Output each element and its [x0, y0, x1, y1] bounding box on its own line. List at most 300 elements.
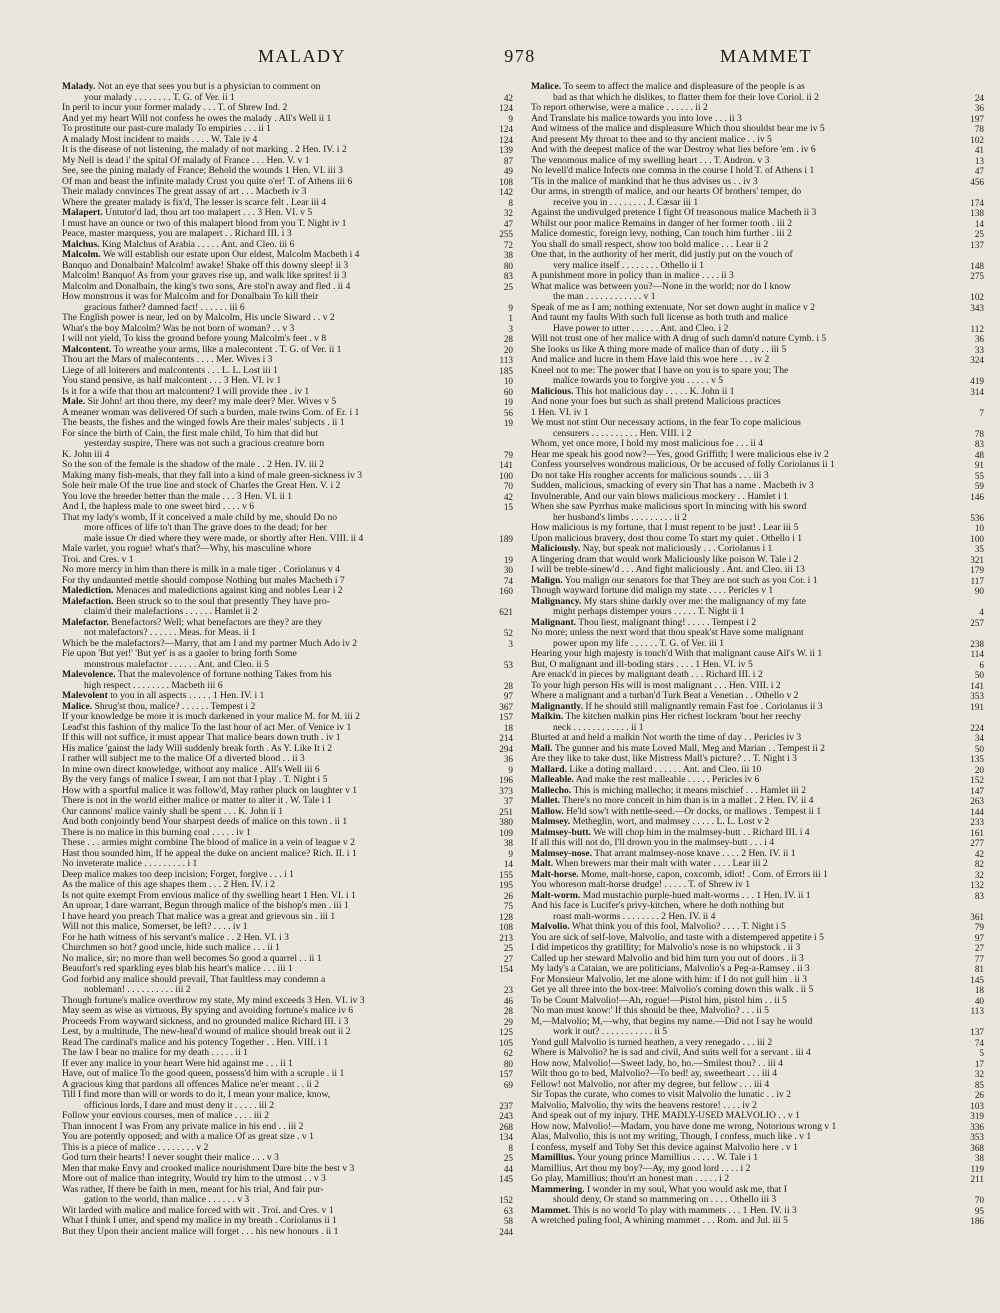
concordance-line	[62, 1174, 513, 1185]
concordance-line	[62, 250, 513, 261]
line-number: 27	[932, 943, 984, 954]
quotation-text: That my lady's womb, If it conceived a male child by me, should Do no	[62, 512, 338, 523]
quotation-text: If all this will not do, I'll drown you in the malmsey-butt . . . i 4	[531, 838, 775, 848]
concordance-line	[531, 198, 984, 209]
quotation-text: A lingering dram that would work Maliciously like poison W. Tale i 2	[531, 554, 799, 565]
line-number: 30	[461, 565, 513, 576]
quotation-text: Blurted at and held a malkin Not worth the time of day . . Pericles iv 3	[531, 733, 802, 743]
line-number: 138	[932, 208, 984, 219]
line-number: 368	[932, 1143, 984, 1154]
line-number: 4	[932, 607, 984, 618]
line-number: 109	[461, 828, 513, 839]
line-number: 36	[461, 754, 513, 765]
quotation-text: Like a doting mallard . . . . . . Ant. and Cleo. iii 10	[569, 764, 762, 775]
quotation-text: You love the breeder better than the male . . . 3 Hen. VI. ii 1	[62, 491, 293, 502]
line-number: 343	[932, 303, 984, 314]
quotation-text: officious lords, I dare and must deny it . . . . . iii 2	[84, 1100, 275, 1111]
line-number: 113	[932, 1006, 984, 1017]
concordance-line	[62, 1132, 513, 1143]
concordance-line	[62, 345, 513, 356]
quotation-text: Where the greater malady is fix'd, The lesser is scarce felt . Lear iii 4	[62, 197, 327, 208]
quotation-text: And make the rest malleable . . . . . Pericles iv 6	[575, 775, 760, 785]
quotation-text: And taunt my faults With such full license as both truth and malice	[531, 313, 788, 323]
quotation-text: To be Count Malvolio!—Ah, rogue!—Pistol him, pistol him . . ii 5	[531, 995, 787, 1006]
concordance-line	[531, 891, 984, 902]
concordance-line	[531, 828, 984, 839]
concordance-line	[531, 922, 984, 933]
quotation-text: your malady . . . . . . . . T. G. of Ver. ii 1	[84, 92, 235, 103]
concordance-line	[531, 807, 984, 818]
quotation-text: How malicious is my fortune, that I must repent to be just! . Lear iii 5	[531, 523, 799, 533]
concordance-line	[62, 1017, 513, 1028]
quotation-text: Lead'st this fashion of thy malice To the last hour of act Mer. of Venice iv 1	[62, 722, 352, 733]
quotation-text: Hearing your high majesty is touch'd With that malignant cause All's W. ii 1	[531, 649, 823, 659]
concordance-line	[62, 828, 513, 839]
line-number: 145	[932, 975, 984, 986]
headword: Malcolm.	[62, 250, 101, 260]
line-number: 25	[461, 282, 513, 293]
line-number: 100	[932, 534, 984, 545]
concordance-line	[531, 408, 984, 419]
line-number: 277	[932, 838, 984, 849]
line-number: 117	[932, 576, 984, 587]
line-number: 100	[461, 471, 513, 482]
concordance-line	[62, 670, 513, 681]
concordance-line	[62, 397, 513, 408]
line-number: 255	[461, 229, 513, 240]
quotation-text: I confess, myself and Toby Set this device against Malvolio here . v 1	[531, 1142, 798, 1153]
line-number: 60	[461, 387, 513, 398]
headword: Mammet.	[531, 1205, 571, 1216]
concordance-line	[62, 723, 513, 734]
concordance-line	[531, 628, 984, 639]
line-number: 58	[461, 1216, 513, 1227]
concordance-line	[62, 943, 513, 954]
concordance-line	[531, 439, 984, 450]
line-number: 62	[461, 1048, 513, 1059]
line-number: 114	[932, 649, 984, 660]
quotation-text: Liege of all loiterers and malcontents . . . L. L. Lost iii 1	[62, 365, 278, 376]
concordance-line	[62, 135, 513, 146]
line-number: 152	[461, 1195, 513, 1206]
quotation-text: And speak out of my injury. THE MADLY-USED MALVOLIO . . v 1	[531, 1111, 800, 1121]
concordance-line	[531, 964, 984, 975]
concordance-line	[62, 754, 513, 765]
quotation-text: Was rather, If there be faith in men, meant for his trial, And fair pur-	[62, 1184, 324, 1195]
quotation-text: What I think I utter, and spend my malice in my breath . Coriolanus ii 1	[62, 1216, 337, 1226]
concordance-line	[62, 1227, 513, 1238]
headword: Malefaction.	[62, 596, 114, 607]
quotation-text: Follow your envious courses, men of malice . . . . iii 2	[62, 1111, 270, 1121]
quotation-text: My Nell is dead i' the spital Of malady of France . . . Hen. V. v 1	[62, 155, 310, 166]
quotation-text: Invulnerable, And our vain blows malicious mockery . . Hamlet i 1	[531, 491, 788, 502]
line-number: 53	[461, 660, 513, 671]
quotation-text: What malice was between you?—None in the world; nor do I know	[531, 281, 791, 292]
quotation-text: Banquo and Donalbain! Malcolm! awake! Shake off this downy sleep! ii 3	[62, 260, 349, 271]
concordance-line	[531, 450, 984, 461]
concordance-line	[62, 597, 513, 608]
quotation-text: receive you in . . . . . . . . J. Cæsar iii 1	[553, 197, 699, 208]
concordance-line	[531, 229, 984, 240]
line-number: 148	[932, 261, 984, 272]
quotation-text: A punishment more in policy than in malice . . . . ii 3	[531, 271, 734, 281]
concordance-line	[531, 765, 984, 776]
line-number: 1	[461, 313, 513, 324]
quotation-text: And Translate his malice towards you into love . . . ii 3	[531, 113, 742, 124]
quotation-text: Though wayward fortune did malign my state . . . . Pericles v 1	[531, 586, 774, 596]
quotation-text: Against the undivulged pretence I fight Of treasonous malice Macbeth ii 3	[531, 208, 817, 218]
quotation-text: Sir Topas the curate, who comes to visit Malvolio the lunatic . . iv 2	[531, 1090, 792, 1100]
quotation-text: Are they like to take dust, like Mistress Mall's picture? . . T. Night i 3	[531, 754, 797, 764]
quotation-text: censurers . . . . . . . . . . Hen. VIII. i 2	[553, 428, 692, 439]
line-number: 19	[461, 555, 513, 566]
concordance-line	[62, 849, 513, 860]
quotation-text: Is not quite exempt From envious malice of thy swelling heart 1 Hen. VI. i 1	[62, 890, 356, 901]
concordance-line	[62, 156, 513, 167]
concordance-line	[531, 492, 984, 503]
concordance-line	[531, 954, 984, 965]
concordance-line	[531, 324, 984, 335]
concordance-line	[62, 187, 513, 198]
concordance-line	[62, 460, 513, 471]
line-number: 7	[932, 408, 984, 419]
concordance-line	[531, 712, 984, 723]
concordance-line	[531, 639, 984, 650]
quotation-text: Mad mustachio purple-hued malt-worms . . . 1 Hen. IV. ii 1	[582, 890, 811, 901]
concordance-line	[62, 712, 513, 723]
line-number: 155	[461, 870, 513, 881]
quotation-text: very malice itself . . . . . . . . Othello ii 1	[553, 260, 705, 271]
quotation-text: For thy undaunted mettle should compose Nothing but males Macbeth i 7	[62, 575, 345, 586]
quotation-text: Untutor'd lad, thou art too malapert . . . 3 Hen. VI. v 5	[105, 208, 313, 218]
line-number: 59	[932, 481, 984, 492]
quotation-text: power upon my life . . . . . . T. G. of Ver. iii 1	[553, 638, 725, 649]
quotation-text: And witness of the malice and displeasure Which thou shouldst bear me iv 5	[531, 124, 825, 134]
quotation-text: Not an eye that sees you but is a physician to comment on	[97, 82, 321, 92]
quotation-text: To report otherwise, were a malice . . . . . . ii 2	[531, 103, 708, 113]
headword: Malmsey-nose.	[531, 848, 593, 859]
line-number: 314	[932, 387, 984, 398]
quotation-text: Your young prince Mamillius . . . . . W. Tale i 1	[577, 1153, 759, 1163]
quotation-text: In mine own direct knowledge, without any malice . All's Well iii 6	[62, 764, 320, 775]
concordance-line	[62, 691, 513, 702]
concordance-line	[531, 187, 984, 198]
quotation-text: There is no malice in this burning coal . . . . . iv 1	[62, 827, 251, 838]
line-number: 52	[461, 628, 513, 639]
concordance-line	[62, 544, 513, 555]
line-number: 108	[461, 177, 513, 188]
concordance-line	[531, 723, 984, 734]
quotation-text: 1 Hen. VI. iv 1	[531, 407, 589, 418]
concordance-line	[531, 135, 984, 146]
concordance-line	[531, 261, 984, 272]
quotation-text: No inveterate malice . . . . . . . . . i 1	[62, 859, 198, 869]
quotation-text: bad as that which he dislikes, to flatter them for their love Coriol. ii 2	[553, 92, 819, 103]
line-number: 275	[932, 271, 984, 282]
concordance-line	[531, 1090, 984, 1101]
line-number: 46	[461, 996, 513, 1007]
line-number: 14	[461, 859, 513, 870]
concordance-line	[531, 334, 984, 345]
line-number: 373	[461, 786, 513, 797]
line-number: 268	[461, 1122, 513, 1133]
headword: Malice.	[62, 701, 93, 712]
quotation-text: Churchmen so hot? good uncle, hide such malice . . . ii 1	[62, 943, 280, 953]
headword: Malicious.	[531, 386, 574, 397]
left-running-head: MALADY	[258, 46, 346, 66]
concordance-line	[62, 145, 513, 156]
line-number: 79	[932, 922, 984, 933]
line-number: 42	[932, 849, 984, 860]
headword: Malkin.	[531, 712, 564, 722]
quotation-text: She looks us like A thing more made of malice than of duty . . iii 5	[531, 344, 787, 355]
quotation-text: Thou art the Mars of malecontents . . . . Mer. Wives i 3	[62, 355, 273, 365]
quotation-text: Malcolm! Banquo! As from your graves rise up, and walk like sprites! ii 3	[62, 271, 347, 281]
quotation-text: See, see the pining malady of France; Behold the wounds 1 Hen. VI. iii 3	[62, 166, 343, 176]
line-number: 152	[932, 775, 984, 786]
line-number: 128	[461, 912, 513, 923]
headword: Maliciously.	[531, 544, 581, 554]
quotation-text: If he should still malignantly remain Fast foe . Coriolanus ii 3	[585, 701, 823, 712]
concordance-line	[62, 1006, 513, 1017]
quotation-text: Called up her steward Malvolio and bid him turn you out of doors . ii 3	[531, 953, 804, 964]
quotation-text: A wretched puling fool, A whining mammet . . . Rom. and Jul. iii 5	[531, 1216, 788, 1226]
concordance-line	[531, 996, 984, 1007]
headword: Malignant.	[531, 617, 577, 628]
line-number: 353	[932, 691, 984, 702]
quotation-text: To seem to affect the malice and displeasure of the people is as	[563, 82, 805, 92]
concordance-line	[62, 796, 513, 807]
quotation-text: For since the birth of Cain, the first male child, To him that did but	[62, 428, 319, 439]
concordance-line	[62, 513, 513, 524]
line-number: 44	[461, 1164, 513, 1175]
concordance-line	[62, 219, 513, 230]
concordance-line	[62, 1090, 513, 1101]
concordance-line	[62, 1101, 513, 1112]
concordance-line	[531, 1185, 984, 1196]
concordance-line	[531, 838, 984, 849]
quotation-text: And his face is Lucifer's privy-kitchen, where he doth nothing but	[531, 901, 784, 911]
line-number: 17	[932, 1059, 984, 1070]
quotation-text: I rather will subject me to the malice Of a diverted blood . . ii 3	[62, 754, 305, 764]
line-number: 25	[461, 1153, 513, 1164]
headword: Malvolio.	[531, 922, 570, 932]
quotation-text: Mamillius, Art thou my boy?—Ay, my good lord . . . . i 2	[531, 1163, 751, 1174]
concordance-line	[531, 555, 984, 566]
quotation-text: When brewers mar their malt with water . . . . Lear iii 2	[555, 859, 768, 869]
line-number: 29	[461, 1017, 513, 1028]
line-number: 20	[461, 345, 513, 356]
line-number: 185	[461, 366, 513, 377]
concordance-line	[531, 82, 984, 93]
concordance-line	[531, 471, 984, 482]
concordance-line	[531, 1153, 984, 1164]
quotation-text: Till I find more than will or words to do it, I mean your malice, know,	[62, 1090, 331, 1100]
line-number: 536	[932, 513, 984, 524]
quotation-text: It is the disease of not listening, the malady of not marking . 2 Hen. IV. i 2	[62, 145, 347, 155]
quotation-text: Malvolio, Malvolio, thy wits the heavens restore! . . . . iv 2	[531, 1100, 757, 1111]
concordance-line	[62, 765, 513, 776]
quotation-text: To your high person His will is most malignant . . . Hen. VIII. i 2	[531, 680, 781, 691]
line-number: 25	[461, 943, 513, 954]
quotation-text: Have power to utter . . . . . . Ant. and Cleo. i 2	[553, 323, 729, 334]
concordance-line	[62, 124, 513, 135]
headword: Malevolent	[62, 691, 108, 701]
concordance-line	[531, 376, 984, 387]
quotation-text: For Monsieur Malvolio, let me alone with him: if I do not gull him . ii 3	[531, 974, 808, 985]
line-number: 456	[932, 177, 984, 188]
line-number: 9	[461, 303, 513, 314]
line-number: 5	[932, 1048, 984, 1059]
line-number: 251	[461, 807, 513, 818]
concordance-line	[62, 313, 513, 324]
quotation-text: We will chop him in the malmsey-butt . . Richard III. i 4	[593, 827, 810, 838]
concordance-line	[62, 324, 513, 335]
quotation-text: her husband's limbs . . . . . . . . . ii 2	[553, 512, 687, 523]
concordance-line	[531, 240, 984, 251]
concordance-line	[531, 292, 984, 303]
line-number: 157	[461, 1069, 513, 1080]
quotation-text: You shall do small respect, show too bold malice . . . Lear ii 2	[531, 239, 769, 250]
line-number: 32	[932, 1069, 984, 1080]
concordance-line	[62, 1080, 513, 1091]
quotation-text: How with a sportful malice it was follow'd, May rather pluck on laughter v 1	[62, 785, 358, 796]
concordance-line	[531, 1038, 984, 1049]
concordance-line	[531, 733, 984, 744]
quotation-text: Benefactors? Well; what benefactors are they? are they	[111, 617, 323, 628]
line-number: 47	[932, 166, 984, 177]
quotation-text: 'Tis in the malice of mankind that he thus advises us . . iv 3	[531, 176, 758, 187]
line-number: 83	[932, 439, 984, 450]
concordance-line	[531, 156, 984, 167]
quotation-text: No more; unless the next word that thou speak'st Have some malignant	[531, 628, 804, 638]
line-number: 41	[932, 145, 984, 156]
concordance-line	[531, 649, 984, 660]
concordance-line	[531, 1017, 984, 1028]
concordance-line	[62, 838, 513, 849]
quotation-text: Alas, Malvolio, this is not my writing, Though, I confess, much like . v 1	[531, 1132, 812, 1142]
concordance-line	[531, 565, 984, 576]
concordance-line	[62, 912, 513, 923]
line-number: 35	[932, 544, 984, 555]
concordance-line	[62, 985, 513, 996]
concordance-line	[62, 1027, 513, 1038]
line-number: 37	[461, 796, 513, 807]
concordance-line	[62, 996, 513, 1007]
line-number: 3	[461, 639, 513, 650]
quotation-text: Where is Malvolio? he is sad and civil, And suits well for a servant . iii 4	[531, 1048, 811, 1058]
line-number: 214	[461, 733, 513, 744]
concordance-line	[531, 670, 984, 681]
quotation-text: more offices of life to't than The grave does to the dead; for her	[84, 523, 327, 533]
headword: Malleable.	[531, 775, 574, 785]
concordance-line	[62, 618, 513, 629]
quotation-text: Read The cardinal's malice and his potency Together . . Hen. VIII. i 1	[62, 1037, 329, 1048]
concordance-line	[62, 177, 513, 188]
quotation-text: Sir John! art thou there, my deer? my male deer? Mer. Wives v 5	[87, 397, 337, 407]
quotation-text: What think you of this fool, Malvolio? . . . . T. Night i 5	[571, 922, 786, 932]
quotation-text: I did impeticos thy gratillity; for Malvolio's nose is no whipstock . ii 3	[531, 943, 801, 953]
concordance-line	[62, 859, 513, 870]
quotation-text: Our cannons' malice vainly shall be spent . . . K. John ii 1	[62, 806, 284, 817]
concordance-line	[531, 576, 984, 587]
quotation-text: To prostitute our past-cure malady To empiries . . . ii 1	[62, 124, 271, 134]
line-number: 75	[461, 901, 513, 912]
quotation-text: The gunner and his mate Loved Mall, Meg and Marian . . Tempest ii 2	[554, 743, 825, 754]
quotation-text: neck . . . . . . . . . . . . ii 1	[553, 722, 644, 733]
concordance-line	[62, 1164, 513, 1175]
quotation-text: This is miching mallecho; it means mischief . . . Hamlet iii 2	[573, 785, 807, 796]
line-number: 33	[932, 345, 984, 356]
concordance-line	[62, 450, 513, 461]
concordance-line	[531, 681, 984, 692]
line-number: 42	[461, 93, 513, 104]
line-number: 147	[932, 786, 984, 797]
quotation-text: How monstrous it was for Malcolm and for Donalbain To kill their	[62, 292, 319, 302]
concordance-line	[62, 492, 513, 503]
quotation-text: Will not this malice, Somerset, be left? . . . . iv 1	[62, 922, 248, 932]
line-number: 55	[932, 471, 984, 482]
line-number: 19	[461, 418, 513, 429]
quotation-text: And none your foes but such as shall pretend Malicious practices	[531, 397, 781, 407]
quotation-text: So the son of the female is the shadow of the male . . 2 Hen. IV. iii 2	[62, 460, 325, 470]
concordance-line	[62, 565, 513, 576]
concordance-line	[62, 807, 513, 818]
line-number: 82	[932, 859, 984, 870]
concordance-line	[62, 786, 513, 797]
concordance-line	[531, 271, 984, 282]
concordance-line	[62, 366, 513, 377]
line-number: 70	[932, 1195, 984, 1206]
quotation-text: An uproar, I dare warrant, Begun through malice of the bishop's men . iii 1	[62, 901, 349, 911]
line-number: 63	[461, 1206, 513, 1217]
quotation-text: And both conjointly bend Your sharpest deeds of malice on this town . ii 1	[62, 817, 348, 827]
quotation-text: Where a malignant and a turban'd Turk Beat a Venetian . . Othello v 2	[531, 691, 799, 701]
headword: Malmsey.	[531, 817, 571, 827]
concordance-line	[62, 891, 513, 902]
quotation-text: You whoreson malt-horse drudge! . . . . . T. of Shrew iv 1	[531, 880, 751, 890]
quotation-text: Hear me speak his good now?—Yes, good Griffith; I were malicious else iv 2	[531, 449, 829, 460]
quotation-text: You are potently opposed; and with a malice Of as great size . v 1	[62, 1132, 314, 1142]
concordance-line	[62, 702, 513, 713]
quotation-text: M,—Malvolio; M,—why, that begins my name.—Did not I say he would	[531, 1016, 813, 1027]
concordance-line	[62, 1185, 513, 1196]
quotation-text: And yet my heart Will not confess he owes the malady . All's Well ii 1	[62, 113, 332, 124]
line-number: 380	[461, 817, 513, 828]
quotation-text: monstrous malefactor . . . . . . Ant. and Cleo. ii 5	[84, 659, 269, 670]
concordance-line	[531, 786, 984, 797]
quotation-text: roast malt-worms . . . . . . . . 2 Hen. IV. ii 4	[553, 911, 716, 922]
line-number: 137	[932, 240, 984, 251]
concordance-line	[531, 355, 984, 366]
line-number: 119	[932, 1164, 984, 1175]
line-number: 47	[461, 219, 513, 230]
concordance-line	[531, 817, 984, 828]
concordance-line	[62, 240, 513, 251]
quotation-text: And present My throat to thee and to thy ancient malice . . iv 5	[531, 134, 772, 145]
concordance-line	[62, 586, 513, 597]
concordance-line	[62, 93, 513, 104]
concordance-line	[62, 1069, 513, 1080]
quotation-text: The kitchen malkin pins Her richest lockram 'bout her reechy	[565, 712, 801, 722]
quotation-text: You are sick of self-love, Malvolio, and taste with a distempered appetite i 5	[531, 932, 824, 943]
line-number: 174	[932, 198, 984, 209]
line-number: 87	[461, 156, 513, 167]
concordance-line	[62, 1206, 513, 1217]
quotation-text: God turn their hearts! I never sought their malice . . . v 3	[62, 1153, 279, 1163]
concordance-line	[62, 502, 513, 513]
concordance-line	[531, 597, 984, 608]
